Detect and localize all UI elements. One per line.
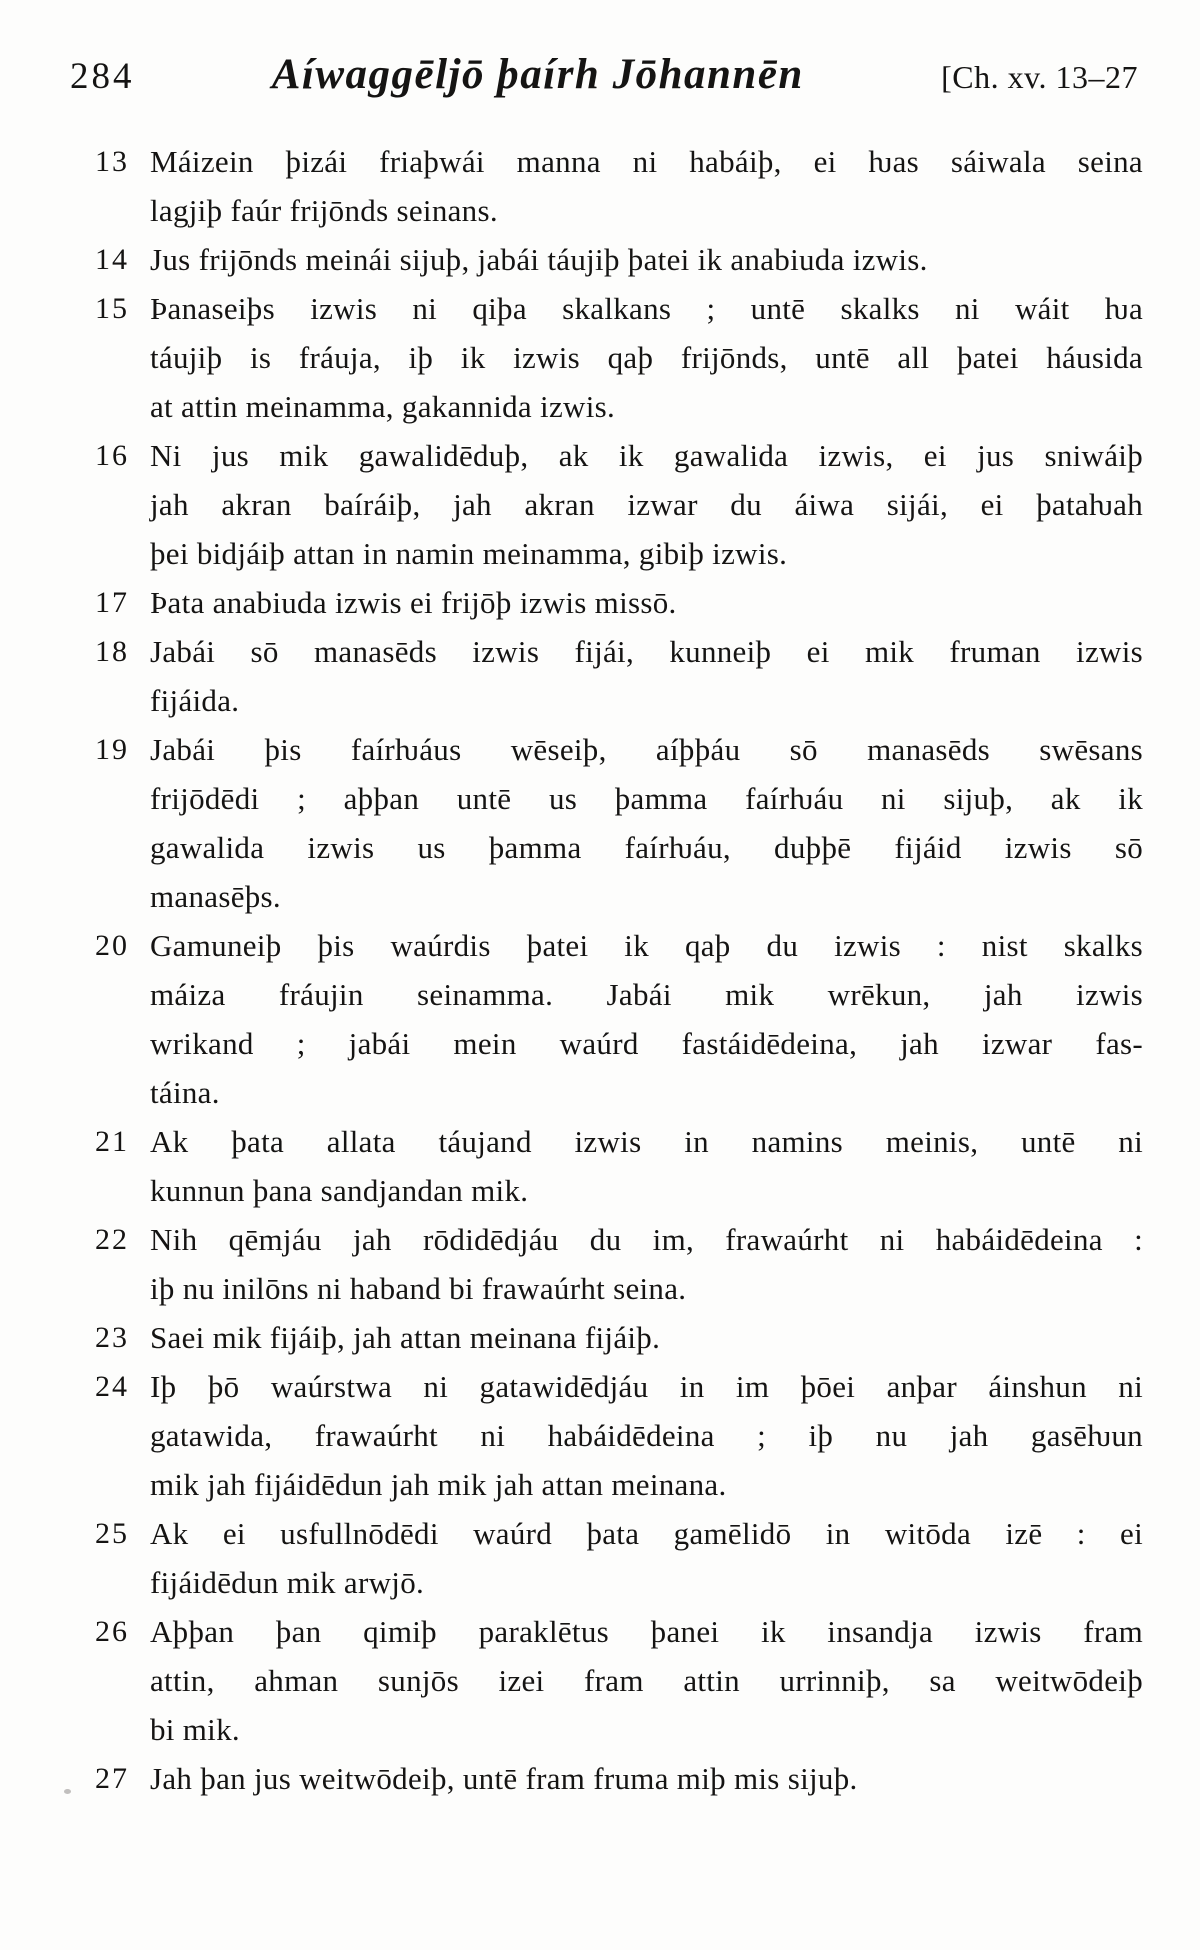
- verse-line: lagjiþ faúr frijōnds seinans.: [150, 193, 498, 228]
- verse-line: iþ nu inilōns ni haband bi frawaúrht seina.: [150, 1271, 687, 1306]
- verse-number: 21: [95, 1125, 129, 1158]
- verse-line: fijáida.: [150, 683, 240, 718]
- verse: [95, 1117, 1143, 1215]
- verse: [95, 578, 1143, 627]
- verse-lines: [150, 1754, 1143, 1803]
- verse-number: 18: [95, 635, 129, 668]
- verse-line: Jabái þis faírƕáus wēseiþ, aíþþáu sō manasēds swēsans: [150, 732, 1143, 767]
- page-number: 284: [70, 56, 135, 97]
- verse-line: gatawida, frawaúrht ni habáidēdeina ; iþ nu jah gasēƕun: [150, 1418, 1143, 1453]
- verse-line: manasēþs.: [150, 879, 281, 914]
- running-title: Aíwaggēljō þaírh Jōhannēn: [271, 51, 804, 98]
- verse-number: 27: [95, 1762, 129, 1795]
- verse-line: gawalida izwis us þamma faírƕáu, duþþē fijáid izwis sō: [150, 830, 1143, 865]
- verse: [95, 1607, 1143, 1754]
- verse-line: táujiþ is fráuja, iþ ik izwis qaþ frijōnds, untē all þatei háusida: [150, 340, 1143, 375]
- verse-line: Jabái sō manasēds izwis fijái, kunneiþ ei mik fruman izwis: [150, 634, 1143, 669]
- verse-number: 24: [95, 1370, 129, 1403]
- verse-lines: [150, 1362, 1143, 1509]
- verse-lines: [150, 137, 1143, 235]
- verse-line: Nih qēmjáu jah rōdidēdjáu du im, frawaúrht ni habáidēdeina :: [150, 1222, 1143, 1257]
- verse-line: Ak þata allata táujand izwis in namins meinis, untē ni: [150, 1124, 1143, 1159]
- verse-number: 22: [95, 1223, 129, 1256]
- verse-lines: [150, 1509, 1143, 1607]
- verse-line: Ni jus mik gawalidēduþ, ak ik gawalida izwis, ei jus sniwáiþ: [150, 438, 1143, 473]
- verse-lines: [150, 235, 1143, 284]
- verse-lines: [150, 1117, 1143, 1215]
- verse: [95, 1509, 1143, 1607]
- verse-lines: [150, 725, 1143, 921]
- verse: [95, 1313, 1143, 1362]
- verse: [95, 921, 1143, 1117]
- verse: [95, 137, 1143, 235]
- verse-line: mik jah fijáidēdun jah mik jah attan meinana.: [150, 1467, 727, 1502]
- verse: [95, 1754, 1143, 1803]
- verse-line: Ak ei usfullnōdēdi waúrd þata gamēlidō in witōda izē : ei: [150, 1516, 1143, 1551]
- verse-line: máiza fráujin seinamma. Jabái mik wrēkun, jah izwis: [150, 977, 1143, 1012]
- verse-number: 15: [95, 292, 129, 325]
- verse-number: 19: [95, 733, 129, 766]
- verse-line: wrikand ; jabái mein waúrd fastáidēdeina, jah izwar fas-: [150, 1026, 1143, 1061]
- verse-number: 23: [95, 1321, 129, 1354]
- verse-line: Jah þan jus weitwōdeiþ, untē fram fruma miþ mis sijuþ.: [150, 1761, 858, 1796]
- verse-lines: [150, 921, 1143, 1117]
- verse-line: bi mik.: [150, 1712, 240, 1747]
- verse-lines: [150, 284, 1143, 431]
- chapter-reference: [Ch. xv. 13–27: [941, 59, 1138, 95]
- verse-line: Gamuneiþ þis waúrdis þatei ik qaþ du izwis : nist skalks: [150, 928, 1143, 963]
- verse-line: fijáidēdun mik arwjō.: [150, 1565, 425, 1600]
- verse-line: Þata anabiuda izwis ei frijōþ izwis missō.: [150, 585, 677, 620]
- verse-lines: [150, 578, 1143, 627]
- verse-text-block: [95, 137, 1143, 1803]
- verse: [95, 1215, 1143, 1313]
- verse-line: þei bidjáiþ attan in namin meinamma, gibiþ izwis.: [150, 536, 788, 571]
- verse: [95, 725, 1143, 921]
- verse: [95, 431, 1143, 578]
- verse-line: Jus frijōnds meinái sijuþ, jabái táujiþ þatei ik anabiuda izwis.: [150, 242, 928, 277]
- verse: [95, 235, 1143, 284]
- verse: [95, 284, 1143, 431]
- verse-line: táina.: [150, 1075, 220, 1110]
- verse-line: jah akran baíráiþ, jah akran izwar du áiwa sijái, ei þataƕah: [150, 487, 1143, 522]
- verse-line: Iþ þō waúrstwa ni gatawidēdjáu in im þōei anþar áinshun ni: [150, 1369, 1143, 1404]
- verse-line: Þanaseiþs izwis ni qiþa skalkans ; untē skalks ni wáit ƕa: [150, 291, 1143, 326]
- verse-lines: [150, 1215, 1143, 1313]
- verse-lines: [150, 627, 1143, 725]
- verse-line: kunnun þana sandjandan mik.: [150, 1173, 529, 1208]
- verse-line: at attin meinamma, gakannida izwis.: [150, 389, 616, 424]
- verse-number: 25: [95, 1517, 129, 1550]
- verse-number: 20: [95, 929, 129, 962]
- scan-speck: [64, 1789, 71, 1794]
- verse-line: Aþþan þan qimiþ paraklētus þanei ik insandja izwis fram: [150, 1614, 1143, 1649]
- verse-lines: [150, 1607, 1143, 1754]
- verse-line: Saei mik fijáiþ, jah attan meinana fijáiþ.: [150, 1320, 661, 1355]
- verse-line: Máizein þizái friaþwái manna ni habáiþ, ei ƕas sáiwala seina: [150, 144, 1143, 179]
- verse-number: 13: [95, 145, 129, 178]
- verse-number: 26: [95, 1615, 129, 1648]
- verse: [95, 627, 1143, 725]
- verse-lines: [150, 431, 1143, 578]
- verse: [95, 1362, 1143, 1509]
- verse-number: 16: [95, 439, 129, 472]
- verse-lines: [150, 1313, 1143, 1362]
- verse-number: 17: [95, 586, 129, 619]
- verse-number: 14: [95, 243, 129, 276]
- page-header: [70, 50, 1138, 99]
- verse-line: attin, ahman sunjōs izei fram attin urrinniþ, sa weitwōdeiþ: [150, 1663, 1143, 1698]
- verse-line: frijōdēdi ; aþþan untē us þamma faírƕáu ni sijuþ, ak ik: [150, 781, 1143, 816]
